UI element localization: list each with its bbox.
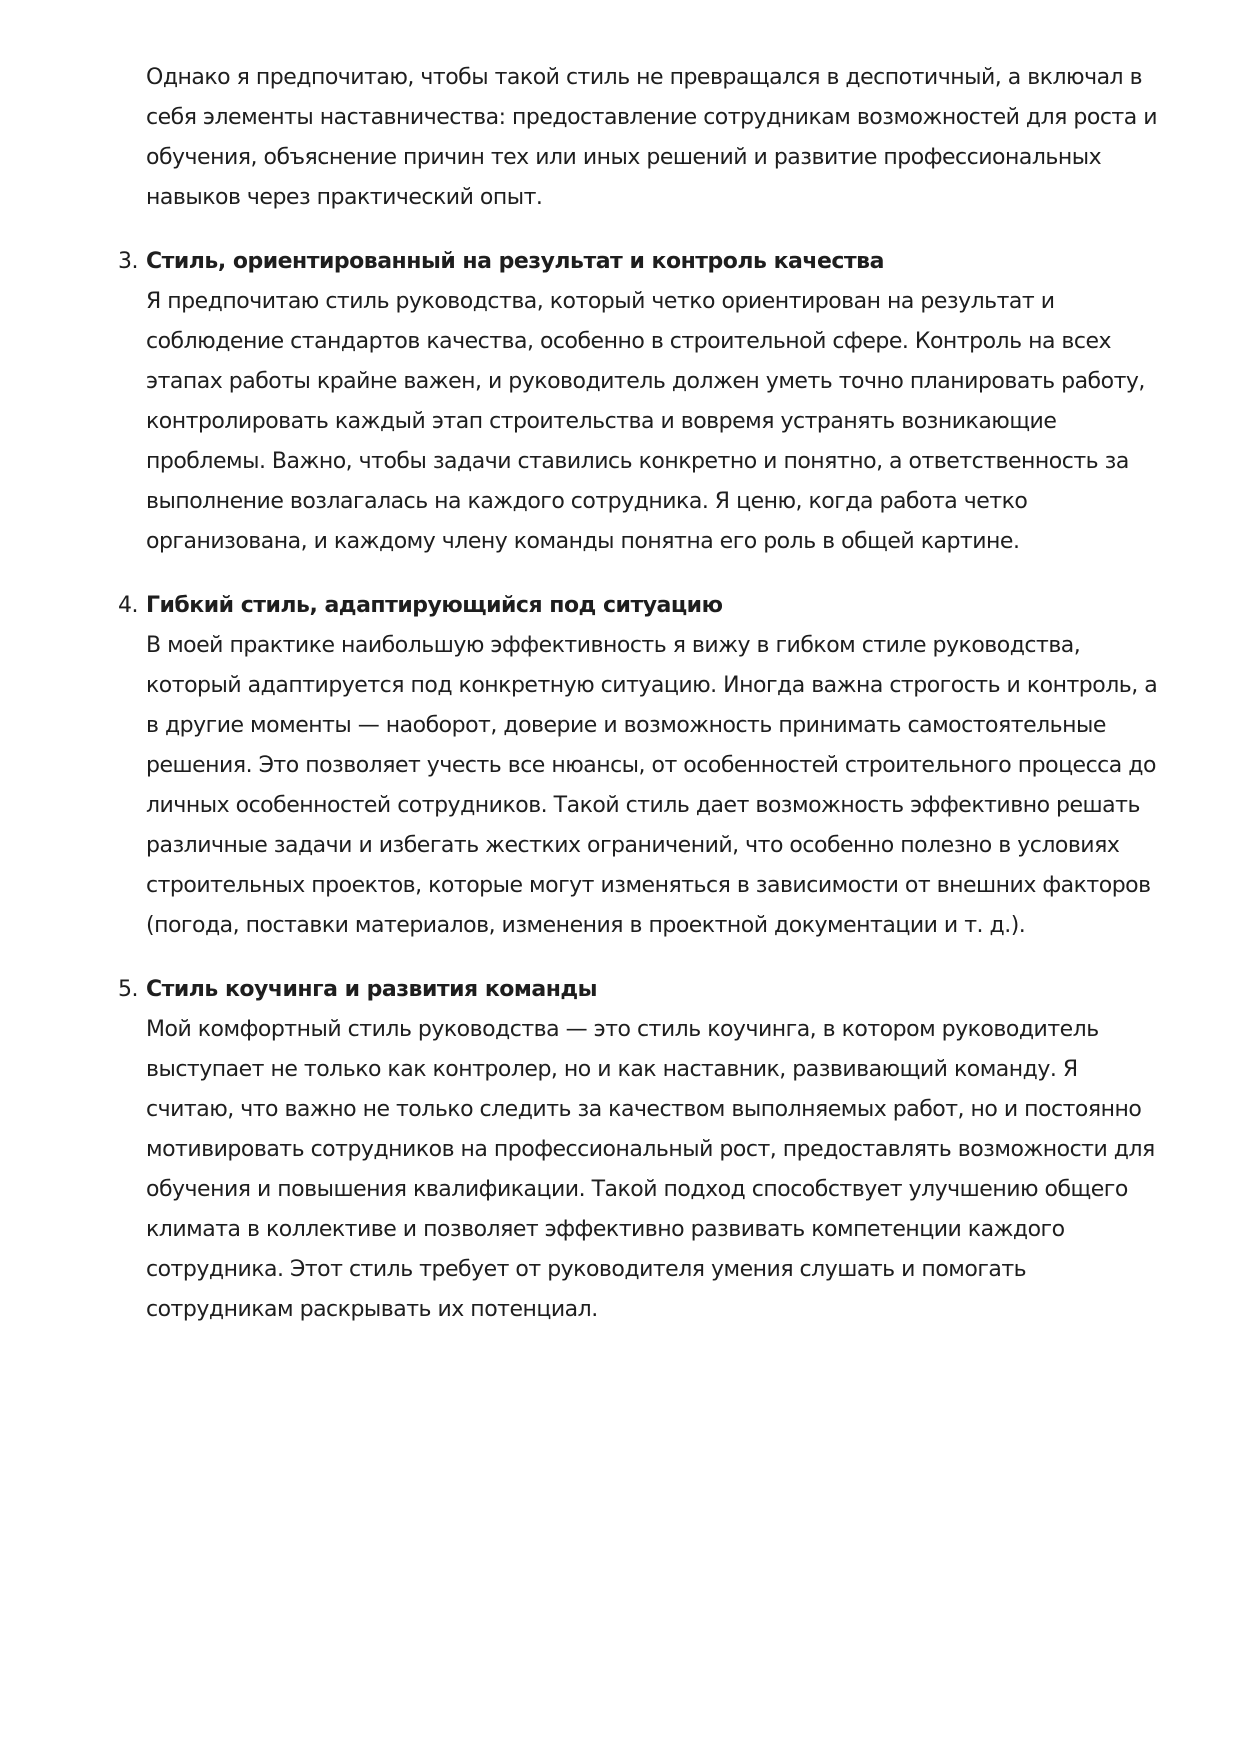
intro-paragraph-block <box>146 58 1166 218</box>
intro-paragraph: Однако я предпочитаю, чтобы такой стиль не превращался в деспотичный, а включал в себя элементы наставничества: предоставление сотрудникам возможностей для роста и обучения, объяснение причин тех или иных решений и развитие профессиональных навыков через практический опыт. <box>146 65 1158 210</box>
list-item-4-text: В моей практике наибольшую эффективность я вижу в гибком стиле руководства, который адаптируется под конкретную ситуацию. Иногда важна строгость и контроль, а в другие моменты — наоборот, доверие и возможность принимать самостоятельные решения. Это позволяет учесть все нюансы, от особенностей строительного процесса до личных особенностей сотрудников. Такой стиль дает возможность эффективно решать различные задачи и избегать жестких ограничений, что особенно полезно в условиях строительных проектов, которые могут изменяться в зависимости от внешних факторов (погода, поставки материалов, изменения в проектной документации и т. д.). <box>146 633 1158 938</box>
list-item-5 <box>118 970 1166 1330</box>
list-item-4 <box>118 586 1166 946</box>
list-number-3: 3. <box>118 249 138 274</box>
list-item-3-text: Я предпочитаю стиль руководства, который четко ориентирован на результат и соблюдение стандартов качества, особенно в строительной сфере. Контроль на всех этапах работы крайне важен, и руководитель должен уметь точно планировать работу, контролировать каждый этап строительства и вовремя устранять возникающие проблемы. Важно, чтобы задачи ставились конкретно и понятно, а ответственность за выполнение возлагалась на каждого сотрудника. Я ценю, когда работа четко организована, и каждому члену команды понятна его роль в общей картине. <box>146 289 1145 554</box>
document-content <box>118 58 1166 1354</box>
list-number-4: 4. <box>118 593 138 618</box>
list-item-4-title: Гибкий стиль, адаптирующийся под ситуацию <box>146 593 723 618</box>
list-item-5-title: Стиль коучинга и развития команды <box>146 977 598 1002</box>
list-number-5: 5. <box>118 977 138 1002</box>
list-item-3 <box>118 242 1166 562</box>
list-item-5-text: Мой комфортный стиль руководства — это стиль коучинга, в котором руководитель выступает не только как контролер, но и как наставник, развивающий команду. Я считаю, что важно не только следить за качеством выполняемых работ, но и постоянно мотивировать сотрудников на профессиональный рост, предоставлять возможности для обучения и повышения квалификации. Такой подход способствует улучшению общего климата в коллективе и позволяет эффективно развивать компетенции каждого сотрудника. Этот стиль требует от руководителя умения слушать и помогать сотрудникам раскрывать их потенциал. <box>146 1017 1155 1322</box>
list-item-3-title: Стиль, ориентированный на результат и контроль качества <box>146 249 884 274</box>
